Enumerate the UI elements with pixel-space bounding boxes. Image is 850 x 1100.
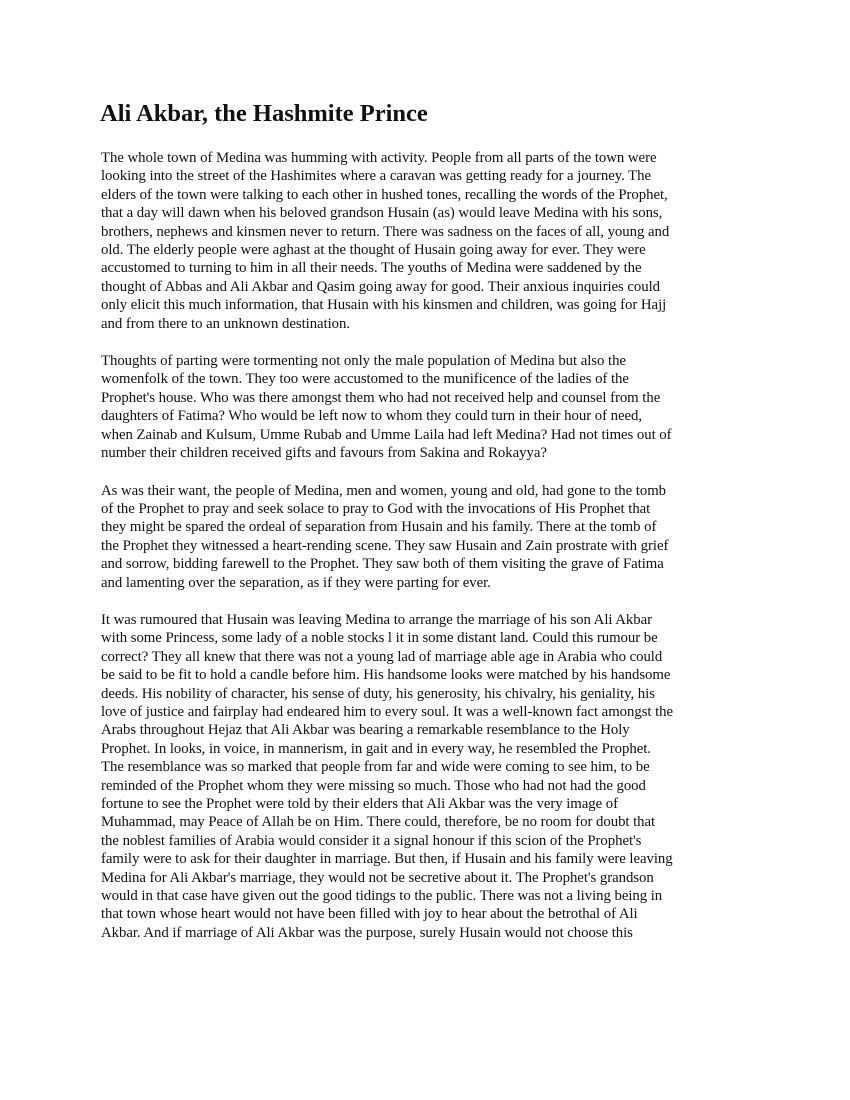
paragraph-line: be said to be fit to hold a candle before him. His handsome looks were matched by his handsome bbox=[101, 667, 671, 684]
paragraph-line: thought of Abbas and Ali Akbar and Qasim going away for good. Their anxious inquiries could bbox=[101, 278, 661, 295]
paragraph-line: It was rumoured that Husain was leaving Medina to arrange the marriage of his son Ali Akbar bbox=[101, 611, 653, 628]
paragraph bbox=[101, 149, 761, 333]
paragraph-line: family were to ask for their daughter in marriage. But then, if Husain and his family were leaving bbox=[101, 851, 673, 868]
paragraph-line: and sorrow, bidding farewell to the Prophet. They saw both of them visiting the grave of Fatima bbox=[101, 556, 664, 573]
paragraph-line: brothers, nephews and kinsmen never to return. There was sadness on the faces of all, young and bbox=[101, 223, 670, 240]
paragraph-line: Prophet. In looks, in voice, in mannerism, in gait and in every way, he resembled the Prophet. bbox=[101, 740, 651, 757]
paragraph-line: looking into the street of the Hashimites where a caravan was getting ready for a journey. The bbox=[101, 168, 651, 185]
paragraph-line: number their children received gifts and favours from Sakina and Rokayya? bbox=[101, 445, 547, 462]
document-body bbox=[101, 149, 761, 961]
paragraph-line: accustomed to turning to him in all their needs. The youths of Medina were saddened by the bbox=[101, 260, 642, 277]
paragraph-line: of the Prophet to pray and seek solace to pray to God with the invocations of His Prophet that bbox=[101, 500, 651, 517]
paragraph-line: Thoughts of parting were tormenting not only the male population of Medina but also the bbox=[101, 353, 626, 370]
paragraph-line: elders of the town were talking to each other in hushed tones, recalling the words of the Prophet, bbox=[101, 186, 668, 203]
paragraph-line: Arabs throughout Hejaz that Ali Akbar was bearing a remarkable resemblance to the Holy bbox=[101, 722, 630, 739]
paragraph-line: and lamenting over the separation, as if they were parting for ever. bbox=[101, 574, 491, 591]
paragraph-line: deeds. His nobility of character, his sense of duty, his generosity, his chivalry, his geniality, his bbox=[101, 685, 655, 702]
paragraph-line: daughters of Fatima? Who would be left now to whom they could turn in their hour of need, bbox=[101, 408, 642, 425]
paragraph-line: that town whose heart would not have been filled with joy to hear about the betrothal of Ali bbox=[101, 906, 638, 923]
paragraph-line: that a day will dawn when his beloved grandson Husain (as) would leave Medina with his sons, bbox=[101, 205, 663, 222]
paragraph-line: The resemblance was so marked that people from far and wide were coming to see him, to be bbox=[101, 759, 650, 776]
paragraph-line: with some Princess, some lady of a noble stocks l it in some distant land. Could this rumour be bbox=[101, 630, 658, 647]
page-title: Ali Akbar, the Hashmite Prince bbox=[100, 100, 428, 127]
paragraph-line: reminded of the Prophet whom they were missing so much. Those who had not had the good bbox=[101, 777, 646, 794]
paragraph-line: the Prophet they witnessed a heart-rending scene. They saw Husain and Zain prostrate with grief bbox=[101, 537, 669, 554]
paragraph-line: only elicit this much information, that Husain with his kinsmen and children, was going for Hajj bbox=[101, 297, 667, 314]
paragraph bbox=[101, 611, 761, 942]
paragraph-line: correct? They all knew that there was not a young lad of marriage able age in Arabia who could bbox=[101, 648, 663, 665]
paragraph-line: they might be spared the ordeal of separation from Husain and his family. There at the tomb of bbox=[101, 519, 657, 536]
paragraph-line: and from there to an unknown destination. bbox=[101, 315, 351, 332]
paragraph bbox=[101, 482, 761, 592]
paragraph-line: As was their want, the people of Medina, men and women, young and old, had gone to the tomb bbox=[101, 482, 667, 499]
paragraph-line: womenfolk of the town. They too were accustomed to the munificence of the ladies of the bbox=[101, 371, 629, 388]
paragraph-line: Medina for Ali Akbar's marriage, they would not be secretive about it. The Prophet's grandson bbox=[101, 869, 654, 886]
paragraph-line: love of justice and fairplay had endeared him to every soul. It was a well-known fact amongst the bbox=[101, 703, 674, 720]
paragraph-line: the noblest families of Arabia would consider it a signal honour if this scion of the Prophet's bbox=[101, 832, 642, 849]
paragraph-line: fortune to see the Prophet were told by their elders that Ali Akbar was the very image of bbox=[101, 796, 618, 812]
paragraph bbox=[101, 352, 761, 462]
paragraph-line: Prophet's house. Who was there amongst them who had not received help and counsel from the bbox=[101, 389, 661, 406]
paragraph-line: old. The elderly people were aghast at the thought of Husain going away for ever. They were bbox=[101, 242, 646, 259]
paragraph-line: would in that case have given out the good tidings to the public. There was not a living being in bbox=[101, 888, 663, 905]
paragraph-line: Muhammad, may Peace of Allah be on Him. There could, therefore, be no room for doubt that bbox=[101, 814, 656, 831]
paragraph-line: when Zainab and Kulsum, Umme Rubab and Umme Laila had left Medina? Had not times out of bbox=[101, 426, 672, 443]
paragraph-line: The whole town of Medina was humming with activity. People from all parts of the town were bbox=[101, 150, 657, 166]
paragraph-line: Akbar. And if marriage of Ali Akbar was the purpose, surely Husain would not choose this bbox=[101, 924, 633, 941]
